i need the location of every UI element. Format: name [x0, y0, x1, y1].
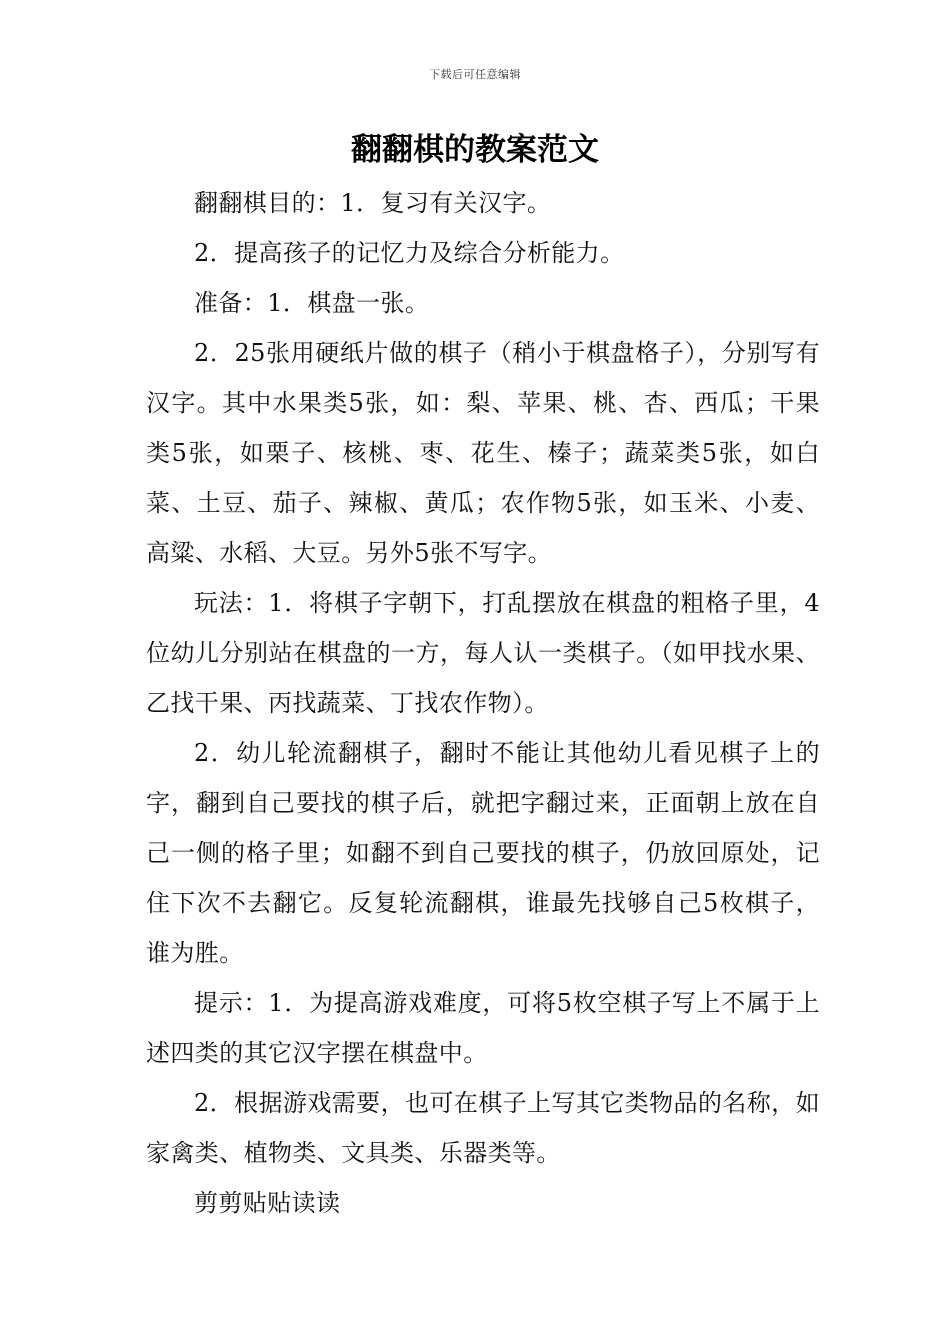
- header-note: 下载后可任意编辑: [429, 68, 521, 81]
- document-body: [146, 178, 820, 1228]
- paragraph-goal: 翻翻棋目的：1．复习有关汉字。: [194, 189, 552, 217]
- document-title: 翻翻棋的教案范文: [351, 132, 599, 168]
- paragraph-goal-2: 2．提高孩子的记忆力及综合分析能力。: [194, 239, 625, 267]
- paragraph-prep: 准备：1．棋盘一张。: [194, 289, 430, 317]
- paragraph-next-section: 剪剪贴贴读读: [194, 1189, 341, 1217]
- paragraph-rules-2: 2．幼儿轮流翻棋子，翻时不能让其他幼儿看见棋子上的字，翻到自己要找的棋子后，就把字翻过来，正面朝上放在自己一侧的格子里；如翻不到自己要找的棋子，仍放回原处，记住下次不去翻它。反复轮流翻棋，谁最先找够自己5枚棋子，谁为胜。: [146, 739, 820, 967]
- paragraph-tips-2: 2．根据游戏需要，也可在棋子上写其它类物品的名称，如家禽类、植物类、文具类、乐器类等。: [146, 1089, 820, 1167]
- paragraph-rules: 玩法：1．将棋子字朝下，打乱摆放在棋盘的粗格子里，4位幼儿分别站在棋盘的一方，每人认一类棋子。（如甲找水果、乙找干果、丙找蔬菜、丁找农作物）。: [146, 589, 820, 717]
- paragraph-tips: 提示：1．为提高游戏难度，可将5枚空棋子写上不属于上述四类的其它汉字摆在棋盘中。: [146, 989, 820, 1067]
- paragraph-prep-2: 2．25张用硬纸片做的棋子（稍小于棋盘格子），分别写有汉字。其中水果类5张，如：梨、苹果、桃、杏、西瓜；干果类5张，如栗子、核桃、枣、花生、榛子；蔬菜类5张，如白菜、土豆、茄子、辣椒、黄瓜；农作物5张，如玉米、小麦、高粱、水稻、大豆。另外5张不写字。: [146, 339, 820, 567]
